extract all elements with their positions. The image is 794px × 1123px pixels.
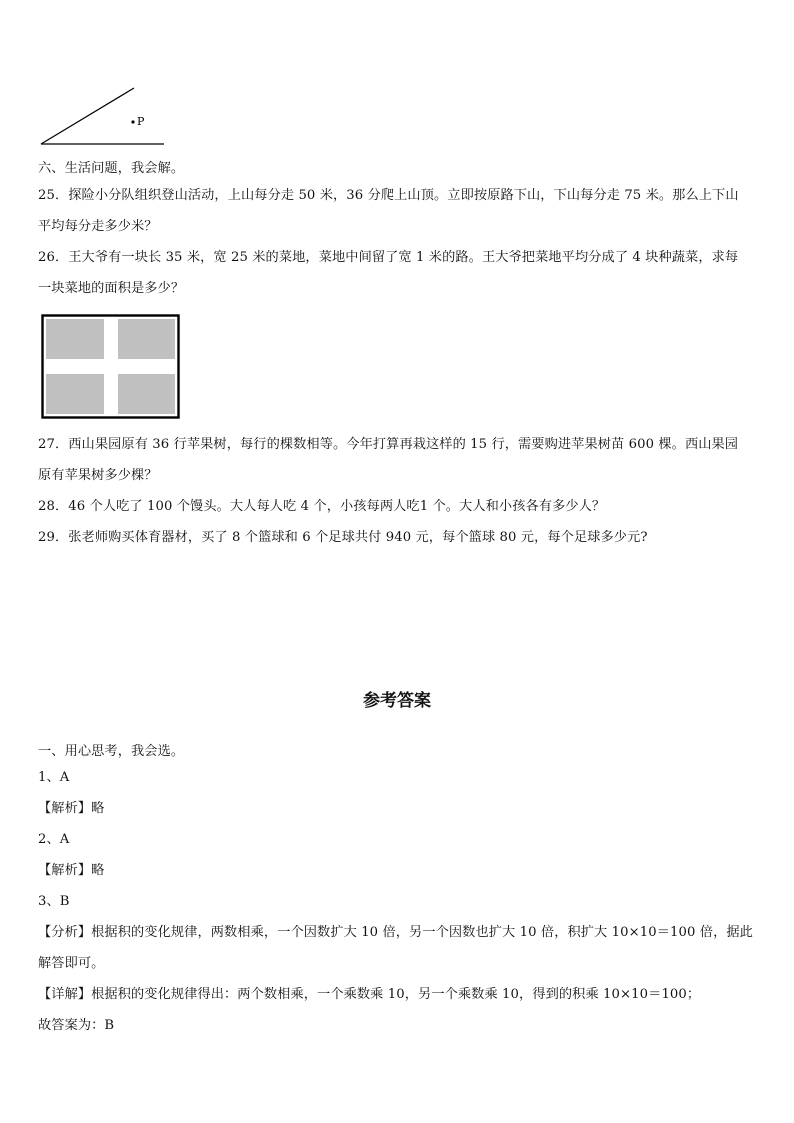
garden-figure	[41, 314, 181, 420]
answers-title: 参考答案	[363, 691, 431, 711]
section6-heading: 六、生活问题，我会解。	[38, 161, 185, 176]
q27-line2: 原有苹果树多少棵？	[38, 468, 158, 483]
q26-line1: 26．王大爷有一块长 35 米，宽 25 米的菜地，菜地中间留了宽 1 米的路。王大爷把菜地平均分成了 4 块种蔬菜，求每	[38, 250, 739, 265]
q27-line1: 27．西山果园原有 36 行苹果树，每行的棵数相等。今年打算再栽这样的 15 行，需要购进苹果树苗 600 棵。西山果园	[38, 437, 739, 452]
answer-1: 1、A	[38, 770, 70, 785]
q28: 28．46 个人吃了 100 个馒头。大人每人吃 4 个，小孩每两人吃1 个。大人和小孩各有多少人？	[38, 499, 606, 514]
garden-plot-bottom-right	[118, 374, 175, 414]
answer-3-analysis-line1: 【分析】根据积的变化规律，两数相乘，一个因数扩大 10 倍，另一个因数也扩大 10 倍，积扩大 10×10＝100 倍，据此	[38, 925, 753, 940]
q25-line1: 25．探险小分队组织登山活动，上山每分走 50 米，36 分爬上山顶。立即按原路下山，下山每分走 75 米。那么上下山	[38, 188, 739, 203]
point-p-dot	[131, 120, 134, 123]
garden-plot-top-right	[118, 319, 175, 359]
point-p-label: P	[137, 115, 145, 128]
answer-3-conclusion: 故答案为：B	[38, 1018, 115, 1033]
answer-3-detail: 【详解】根据积的变化规律得出：两个数相乘，一个乘数乘 10，另一个乘数乘 10，得到的积乘 10×10＝100；	[38, 987, 701, 1002]
angle-ray-upper	[41, 88, 134, 144]
q29: 29．张老师购买体育器材，买了 8 个篮球和 6 个足球共付 940 元，每个篮球 80 元，每个足球多少元?	[38, 530, 648, 545]
answer-3-analysis-line2: 解答即可。	[38, 956, 105, 971]
answer-1-analysis: 【解析】略	[38, 801, 105, 816]
answer-2-analysis: 【解析】略	[38, 863, 105, 878]
answers-section1-heading: 一、用心思考，我会选。	[38, 744, 185, 759]
garden-plot-bottom-left	[46, 374, 104, 414]
q25-line2: 平均每分走多少米？	[38, 219, 158, 234]
answer-2: 2、A	[38, 832, 70, 847]
angle-figure	[38, 84, 168, 150]
answer-3: 3、B	[38, 894, 70, 909]
garden-plot-top-left	[46, 319, 104, 359]
q26-line2: 一块菜地的面积是多少？	[38, 281, 185, 296]
